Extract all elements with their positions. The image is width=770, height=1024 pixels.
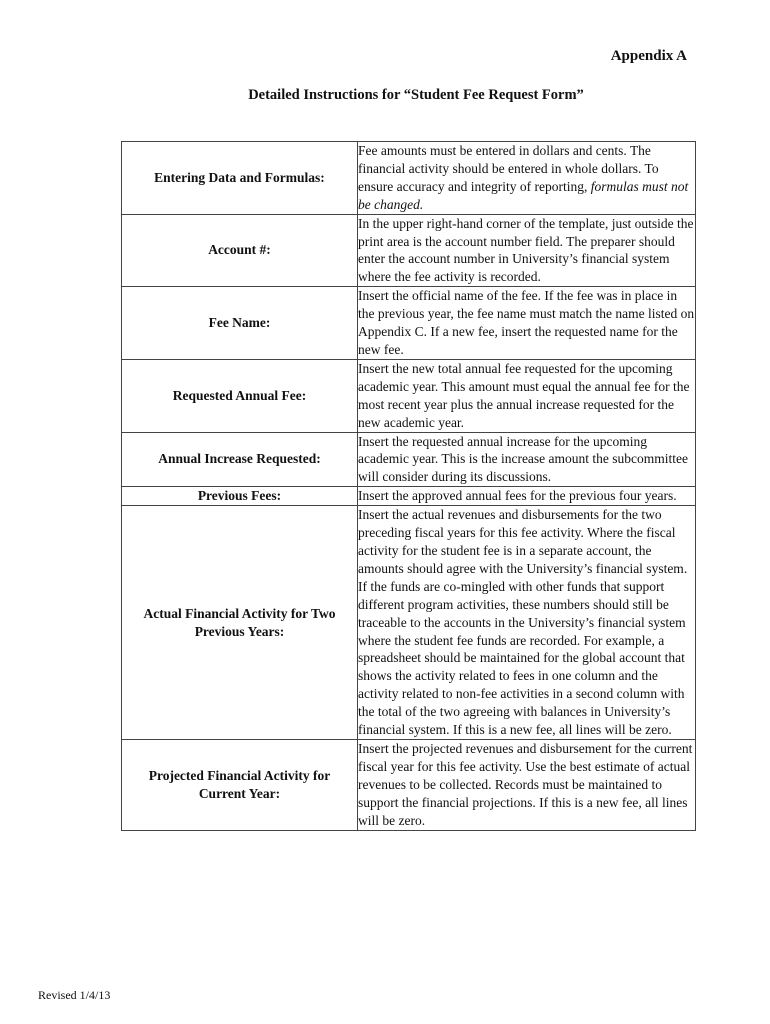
revision-date: Revised 1/4/13: [38, 988, 111, 1002]
table-row: [122, 432, 696, 487]
table-row: [122, 214, 696, 287]
table-row: [122, 287, 696, 360]
row-text-entering-data: [358, 142, 696, 215]
row-text-actual-financial-activity: Insert the actual revenues and disbursements for the two preceding fiscal years for this fee activity. Where the fiscal activity for the student fee is in a separate account, the amounts should agree with the University’s financial system. If the funds are co-mingled with other funds that support different program activities, these numbers should still be traceable to the accounts in the University’s financial system where the student fee funds are recorded. For example, a spreadsheet should be maintained for the global account that shows the activity related to fees in one column and the activity related to non-fee activities in a second column with the total of the two agreeing with balances in University’s financial system. If this is a new fee, all lines will be zero.: [358, 506, 696, 740]
row-label-fee-name: Fee Name:: [122, 287, 358, 360]
row-text-projected-financial-activity: Insert the projected revenues and disbursement for the current fiscal year for this fee activity. Use the best estimate of actual revenues to be collected. Records must be maintained to support the financial projections. If this is a new fee, all lines will be zero.: [358, 740, 696, 831]
appendix-heading: Appendix A: [610, 48, 687, 64]
row-text-plain: Fee amounts must be entered in dollars and cents. The financial activity should be entered in whole dollars. To ensure accuracy and integrity of reporting,: [358, 143, 659, 194]
table-row: [122, 359, 696, 432]
row-label-entering-data: Entering Data and Formulas:: [122, 142, 358, 215]
row-text-requested-annual-fee: Insert the new total annual fee requested for the upcoming academic year. This amount must equal the annual fee for the most recent year plus the annual increase requested for the new academic year.: [358, 359, 696, 432]
row-text-previous-fees: Insert the approved annual fees for the previous four years.: [358, 487, 696, 506]
row-label-actual-financial-activity: Actual Financial Activity for Two Previous Years:: [122, 506, 358, 740]
table-row: [122, 506, 696, 740]
table-row: [122, 142, 696, 215]
table-row: [122, 487, 696, 506]
row-text-account: In the upper right-hand corner of the template, just outside the print area is the account number field. The preparer should enter the account number in University’s financial system where the fee activity is recorded.: [358, 214, 696, 287]
row-label-projected-financial-activity: Projected Financial Activity for Current Year:: [122, 740, 358, 831]
document-title: Detailed Instructions for “Student Fee Request Form”: [248, 87, 584, 103]
row-text-annual-increase: Insert the requested annual increase for the upcoming academic year. This is the increase amount the subcommittee will consider during its discussions.: [358, 432, 696, 487]
row-label-account: Account #:: [122, 214, 358, 287]
row-label-requested-annual-fee: Requested Annual Fee:: [122, 359, 358, 432]
instructions-table: [121, 141, 696, 831]
row-text-italic: formulas must not be changed.: [358, 178, 689, 212]
row-text-fee-name: Insert the official name of the fee. If the fee was in place in the previous year, the fee name must match the name listed on Appendix C. If a new fee, insert the requested name for the new fee.: [358, 287, 696, 360]
table-row: [122, 740, 696, 831]
row-label-previous-fees: Previous Fees:: [122, 487, 358, 506]
row-label-annual-increase: Annual Increase Requested:: [122, 432, 358, 487]
